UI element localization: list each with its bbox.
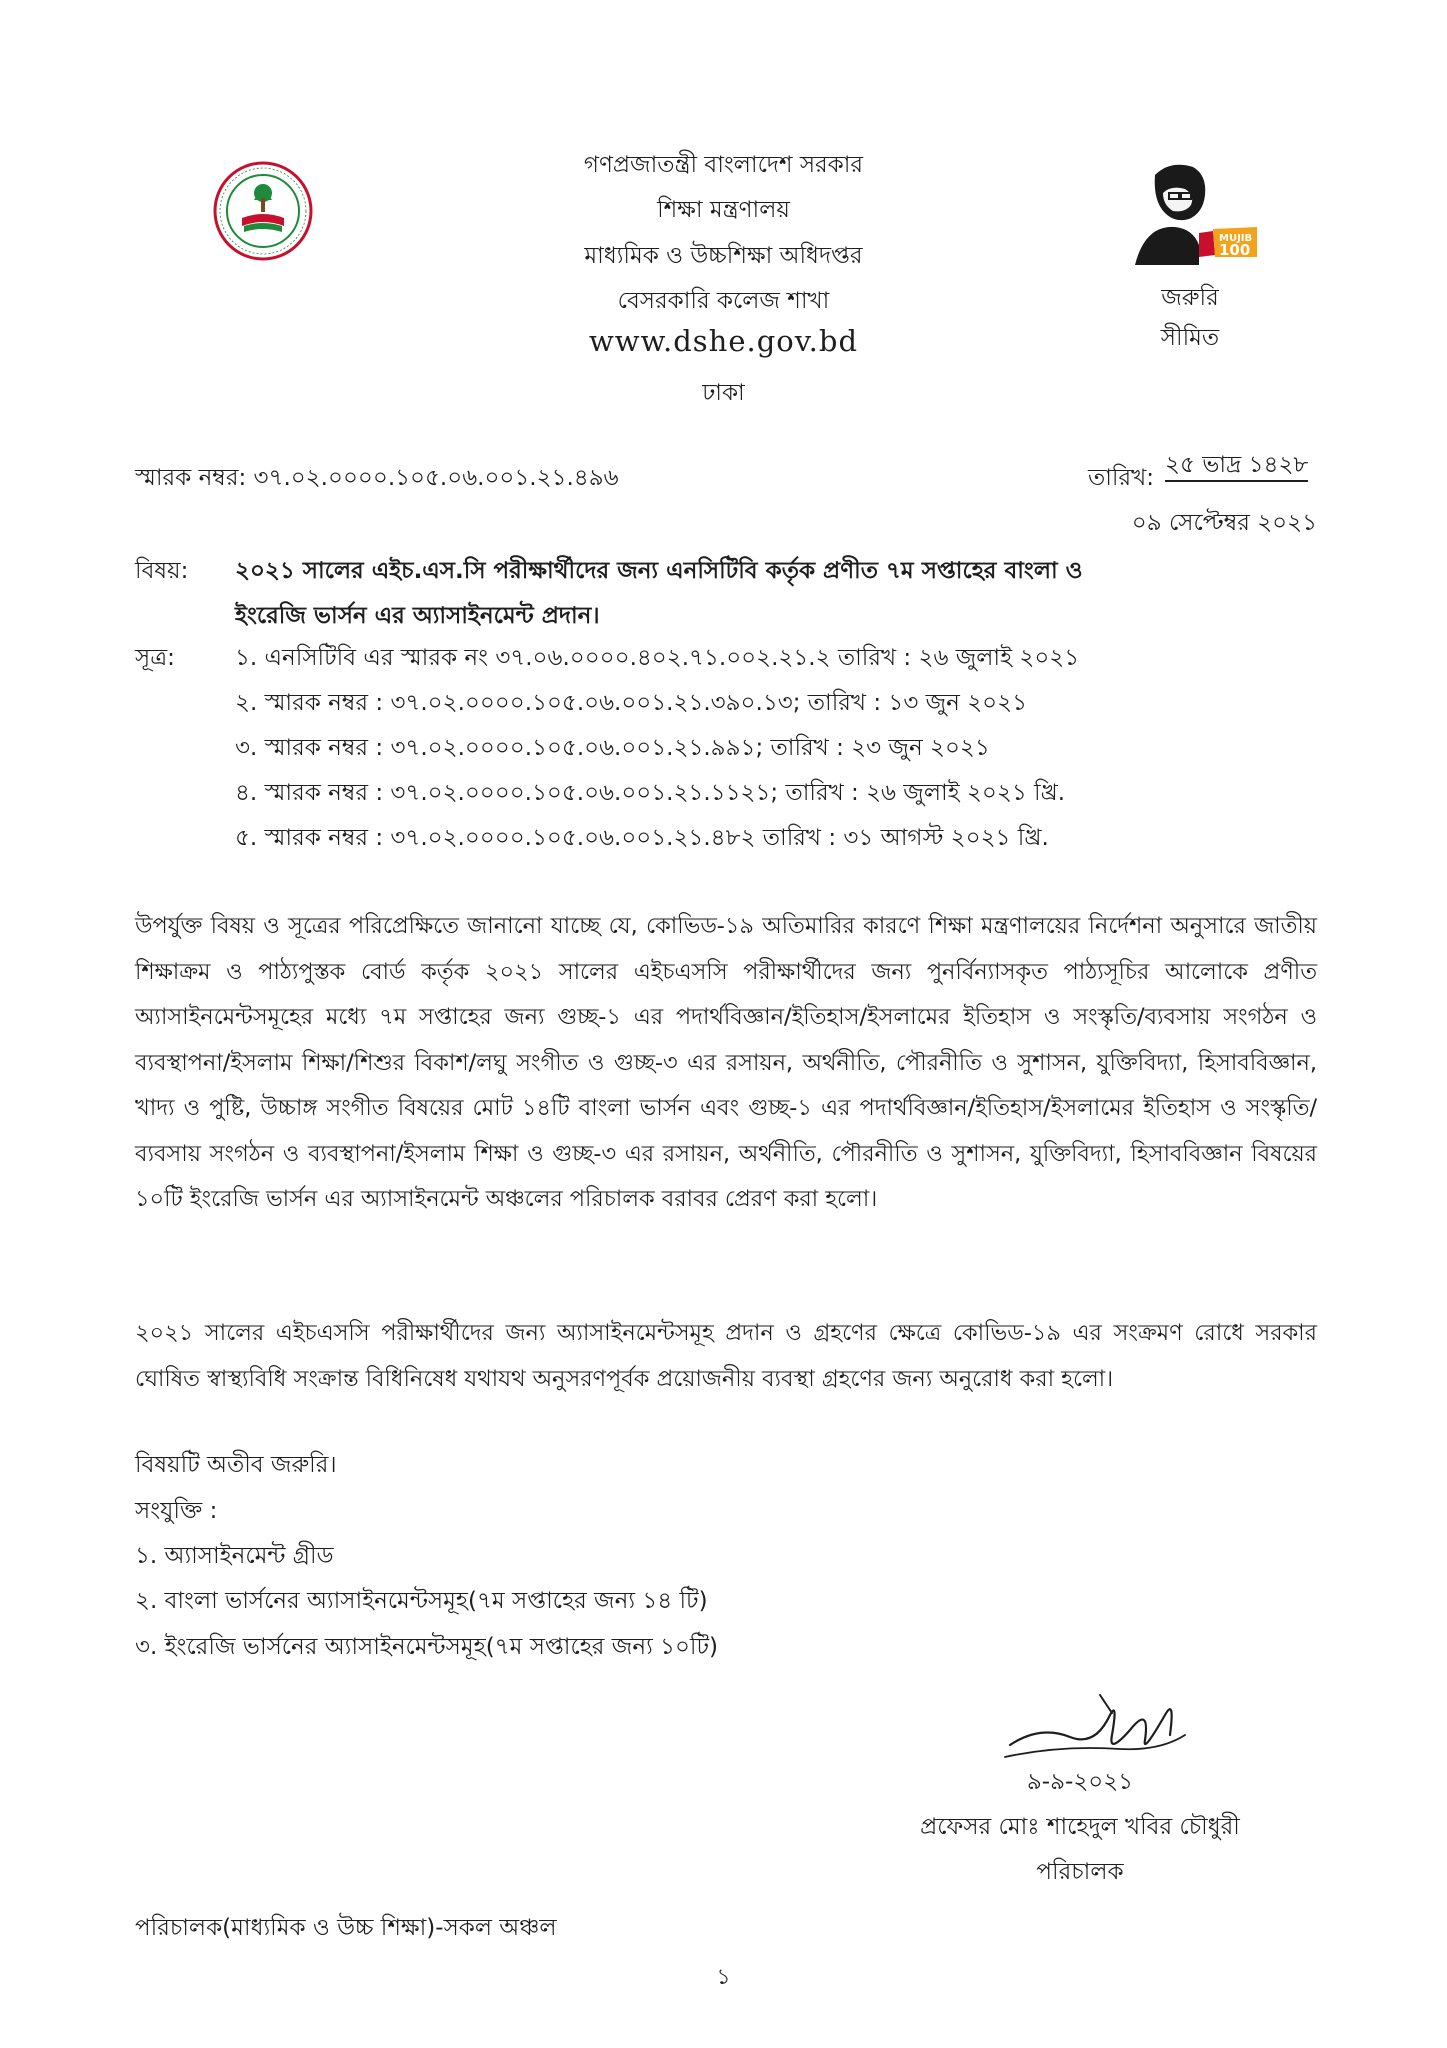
signature-date: ৯-৯-২০২১ xyxy=(1026,1769,1134,1795)
header-city: ঢাকা xyxy=(702,380,745,406)
signatory-designation: পরিচালক xyxy=(1036,1859,1124,1885)
memo-date-english: ০৯ সেপ্টেম্বর ২০২১ xyxy=(1131,510,1317,536)
recipient: পরিচালক(মাধ্যমিক ও উচ্চ শিক্ষা)-সকল অঞ্চল xyxy=(135,1915,557,1941)
body-urgency-note: বিষয়টি অতীব জরুরি। xyxy=(135,1452,337,1478)
memo-date-bangla-text: ২৫ ভাদ্র ১৪২৮ xyxy=(1165,452,1308,482)
header-website-link[interactable]: www.dshe.gov.bd xyxy=(588,324,859,358)
attachments-label: সংযুক্তি : xyxy=(135,1498,218,1524)
header-directorate: মাধ্যমিক ও উচ্চশিক্ষা অধিদপ্তর xyxy=(584,243,863,269)
handwritten-signature xyxy=(1000,1675,1200,1770)
reference-item: ৩. স্মারক নম্বর : ৩৭.০২.০০০০.১০৫.০৬.০০১.২১.৯৯১; তারিখ : ২৩ জুন ২০২১ xyxy=(235,735,990,761)
memo-number: স্মারক নম্বর: ৩৭.০২.০০০০.১০৫.০৬.০০১.২১.৪৯৬ xyxy=(135,465,619,491)
subject-label: বিষয়: xyxy=(135,558,189,584)
body-paragraph-1: উপর্যুক্ত বিষয় ও সূত্রের পরিপ্রেক্ষিতে জানানো যাচ্ছে যে, কোভিড-১৯ অতিমারির কারণে শিক্ষা মন্ত্রণালয়ের নির্দেশনা অনুসারে জাতীয় শিক্ষাক্রম ও পাঠ্যপুস্তক বোর্ড কর্তৃক ২০২১ সালের এইচএসসি পরীক্ষার্থীদের জন্য পুনর্বিন্যাসকৃত পাঠ্যসূচির আলোকে প্রণীত অ্যাসাইনমেন্টসমূহের মধ্যে ৭ম সপ্তাহের জন্য গুচ্ছ-১ এর পদার্থবিজ্ঞান/ইতিহাস/ইসলামের ইতিহাস ও সংস্কৃতি/ব্যবসায় সংগঠন ও ব্যবস্থাপনা/ইসলাম শিক্ষা/শিশুর বিকাশ/লঘু সংগীত ও গুচ্ছ-৩ এর রসায়ন, অর্থনীতি, পৌরনীতি ও সুশাসন, যুক্তিবিদ্যা, হিসাববিজ্ঞান, খাদ্য ও পুষ্টি, উচ্চাঙ্গ সংগীত বিষয়ের মোট ১৪টি বাংলা ভার্সন এবং গুচ্ছ-১ এর পদার্থবিজ্ঞান/ইতিহাস/ইসলামের ইতিহাস ও সংস্কৃতি/ব্যবসায় সংগঠন ও ব্যবস্থাপনা/ইসলাম শিক্ষা ও গুচ্ছ-৩ এর রসায়ন, অর্থনীতি, পৌরনীতি ও সুশাসন, যুক্তিবিদ্যা, হিসাববিজ্ঞান বিষয়ের ১০টি ইংরেজি ভার্সন এর অ্যাসাইনমেন্ট অঞ্চলের পরিচালক বরাবর প্রেরণ করা হলো। xyxy=(135,913,1317,1212)
signatory-name: প্রফেসর মোঃ শাহেদুল খবির চৌধুরী xyxy=(920,1814,1240,1840)
memo-date-label: তারিখ: xyxy=(1088,465,1155,491)
attachment-item: ১. অ্যাসাইনমেন্ট গ্রীড xyxy=(135,1543,334,1569)
attachment-item: ২. বাংলা ভার্সনের অ্যাসাইনমেন্টসমূহ(৭ম সপ্তাহের জন্য ১৪ টি) xyxy=(135,1588,708,1614)
page-number: ১ xyxy=(716,1965,731,1990)
attachment-item: ৩. ইংরেজি ভার্সনের অ্যাসাইনমেন্টসমূহ(৭ম সপ্তাহের জন্য ১০টি) xyxy=(135,1634,719,1660)
reference-item: ২. স্মারক নম্বর : ৩৭.০২.০০০০.১০৫.০৬.০০১.২১.৩৯০.১৩; তারিখ : ১৩ জুন ২০২১ xyxy=(235,690,1027,716)
header-ministry: শিক্ষা মন্ত্রণালয় xyxy=(657,197,790,223)
subject-line-2: ইংরেজি ভার্সন এর অ্যাসাইনমেন্ট প্রদান। xyxy=(235,603,600,629)
classification-restricted: সীমিত xyxy=(1160,325,1220,351)
reference-item: ১. এনসিটিবি এর স্মারক নং ৩৭.০৬.০০০০.৪০২.৭১.০০২.২১.২ তারিখ : ২৬ জুলাই ২০২১ xyxy=(235,645,1080,671)
svg-text:MUJIB: MUJIB xyxy=(1219,233,1253,244)
subject-line-1: ২০২১ সালের এইচ.এস.সি পরীক্ষার্থীদের জন্য এনসিটিবি কর্তৃক প্রণীত ৭ম সপ্তাহের বাংলা ও xyxy=(235,558,1083,584)
references-label: সূত্র: xyxy=(135,645,175,671)
svg-text:100: 100 xyxy=(1219,241,1251,259)
body-paragraph-2: ২০২১ সালের এইচএসসি পরীক্ষার্থীদের জন্য অ্যাসাইনমেন্টসমূহ প্রদান ও গ্রহণের ক্ষেত্রে কোভিড-১৯ এর সংক্রমণ রোধে সরকার ঘোষিত স্বাস্থ্যবিধি সংক্রান্ত বিধিনিষেধ যথাযথ অনুসরণপূর্বক প্রয়োজনীয় ব্যবস্থা গ্রহণের জন্য অনুরোধ করা হলো। xyxy=(135,1320,1317,1392)
reference-item: ৪. স্মারক নম্বর : ৩৭.০২.০০০০.১০৫.০৬.০০১.২১.১১২১; তারিখ : ২৬ জুলাই ২০২১ খ্রি. xyxy=(235,780,1066,806)
classification-urgent: জরুরি xyxy=(1161,285,1219,311)
header-branch: বেসরকারি কলেজ শাখা xyxy=(617,288,830,314)
memo-date-bangla xyxy=(1165,450,1308,480)
reference-item: ৫. স্মারক নম্বর : ৩৭.০২.০০০০.১০৫.০৬.০০১.২১.৪৮২ তারিখ : ৩১ আগস্ট ২০২১ খ্রি. xyxy=(235,825,1049,851)
header-government: গণপ্রজাতন্ত্রী বাংলাদেশ সরকার xyxy=(583,152,864,178)
signature-icon xyxy=(1000,1675,1200,1770)
